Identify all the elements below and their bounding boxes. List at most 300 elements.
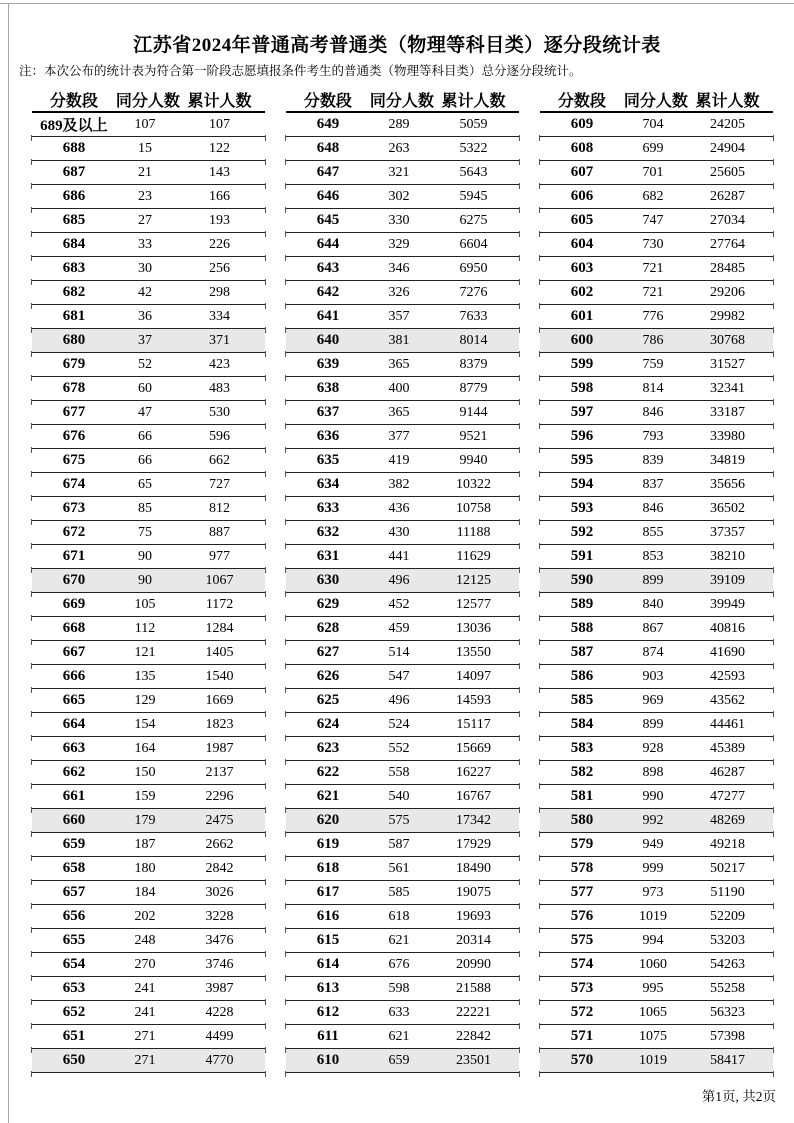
score-segment-cell: 624 — [316, 716, 340, 732]
cumulative-count-cell: 9940 — [459, 452, 488, 468]
same-score-count-cell: 330 — [388, 212, 410, 228]
same-score-count-cell: 839 — [642, 452, 664, 468]
score-segment-cell: 646 — [316, 188, 340, 204]
same-score-count-cell: 1060 — [639, 956, 667, 972]
cumulative-count-cell: 21588 — [456, 980, 492, 996]
score-segment-cell: 651 — [62, 1028, 86, 1044]
score-segment-cell: 611 — [317, 1028, 339, 1044]
table-row — [32, 905, 265, 929]
cumulative-count-cell: 226 — [209, 236, 231, 252]
score-table-left — [32, 87, 265, 1073]
cumulative-count-cell: 51190 — [710, 884, 745, 900]
table-row — [540, 1049, 773, 1073]
same-score-count-cell: 547 — [388, 668, 410, 684]
cumulative-count-cell: 14593 — [456, 692, 492, 708]
header-score-segment: 分数段 — [557, 92, 606, 110]
score-segment-cell: 669 — [62, 596, 86, 612]
cumulative-count-cell: 31527 — [710, 356, 746, 372]
cumulative-count-cell: 17342 — [456, 812, 492, 828]
cumulative-count-cell: 2137 — [205, 764, 234, 780]
table-row — [540, 641, 773, 665]
score-segment-cell: 600 — [570, 332, 594, 348]
cumulative-count-cell: 12125 — [456, 572, 492, 588]
table-row — [540, 809, 773, 833]
cumulative-count-cell: 107 — [209, 116, 231, 132]
same-score-count-cell: 598 — [388, 980, 410, 996]
cumulative-count-cell: 40816 — [710, 620, 746, 636]
cumulative-count-cell: 13036 — [456, 620, 492, 636]
score-segment-cell: 593 — [570, 500, 594, 516]
same-score-count-cell: 90 — [138, 572, 152, 588]
table-row — [540, 569, 773, 593]
score-segment-cell: 607 — [570, 164, 594, 180]
table-row — [286, 785, 519, 809]
table-row — [286, 905, 519, 929]
same-score-count-cell: 47 — [138, 404, 152, 420]
score-segment-cell: 631 — [316, 548, 340, 564]
score-segment-cell: 571 — [570, 1028, 594, 1044]
same-score-count-cell: 676 — [388, 956, 410, 972]
same-score-count-cell: 159 — [134, 788, 156, 804]
score-segment-cell: 659 — [62, 836, 86, 852]
table-row — [32, 929, 265, 953]
cumulative-count-cell: 12577 — [456, 596, 492, 612]
cumulative-count-cell: 423 — [209, 356, 231, 372]
score-segment-cell: 632 — [316, 524, 340, 540]
cumulative-count-cell: 53203 — [710, 932, 746, 948]
same-score-count-cell: 436 — [388, 500, 410, 516]
score-segment-cell: 633 — [316, 500, 340, 516]
score-segment-cell: 677 — [62, 404, 86, 420]
cumulative-count-cell: 483 — [209, 380, 231, 396]
score-segment-cell: 606 — [570, 188, 594, 204]
table-row — [286, 857, 519, 881]
score-segment-cell: 623 — [316, 740, 340, 756]
table-row — [540, 401, 773, 425]
score-segment-cell: 587 — [570, 644, 594, 660]
score-segment-cell: 580 — [570, 812, 594, 828]
score-segment-cell: 689及以上 — [40, 118, 108, 134]
same-score-count-cell: 85 — [138, 500, 152, 516]
table-row — [32, 257, 265, 281]
score-segment-cell: 573 — [570, 980, 594, 996]
same-score-count-cell: 874 — [642, 644, 664, 660]
table-row — [286, 737, 519, 761]
score-table-middle — [286, 87, 519, 1073]
table-row — [32, 977, 265, 1001]
score-segment-cell: 601 — [570, 308, 594, 324]
score-segment-cell: 581 — [570, 788, 594, 804]
score-segment-cell: 639 — [316, 356, 340, 372]
table-row — [540, 929, 773, 953]
table-row — [540, 857, 773, 881]
table-row — [286, 833, 519, 857]
same-score-count-cell: 248 — [134, 932, 156, 948]
cumulative-count-cell: 9144 — [459, 404, 488, 420]
score-segment-cell: 660 — [62, 812, 86, 828]
same-score-count-cell: 365 — [388, 356, 410, 372]
score-segment-cell: 684 — [62, 236, 86, 252]
table-header — [286, 87, 519, 113]
table-row — [286, 185, 519, 209]
same-score-count-cell: 840 — [642, 596, 664, 612]
cumulative-count-cell: 4499 — [205, 1028, 234, 1044]
cumulative-count-cell: 49218 — [710, 836, 746, 852]
score-segment-cell: 596 — [570, 428, 594, 444]
same-score-count-cell: 135 — [134, 668, 156, 684]
same-score-count-cell: 66 — [138, 428, 152, 444]
score-segment-cell: 657 — [62, 884, 86, 900]
table-row — [540, 473, 773, 497]
score-segment-cell: 628 — [316, 620, 340, 636]
same-score-count-cell: 898 — [642, 764, 664, 780]
score-segment-cell: 622 — [316, 764, 340, 780]
cumulative-count-cell: 57398 — [710, 1028, 746, 1044]
score-segment-cell: 612 — [316, 1004, 340, 1020]
same-score-count-cell: 969 — [642, 692, 664, 708]
same-score-count-cell: 150 — [134, 764, 156, 780]
cumulative-count-cell: 28485 — [710, 260, 746, 276]
score-segment-cell: 666 — [62, 668, 86, 684]
table-row — [540, 209, 773, 233]
score-segment-cell: 636 — [316, 428, 340, 444]
table-row — [540, 785, 773, 809]
cumulative-count-cell: 977 — [209, 548, 231, 564]
table-row — [540, 281, 773, 305]
table-row — [540, 449, 773, 473]
table-row — [32, 209, 265, 233]
same-score-count-cell: 419 — [388, 452, 410, 468]
cumulative-count-cell: 2842 — [205, 860, 234, 876]
cumulative-count-cell: 1405 — [205, 644, 234, 660]
table-row — [286, 281, 519, 305]
cumulative-count-cell: 45389 — [710, 740, 746, 756]
score-segment-cell: 650 — [62, 1052, 86, 1068]
cumulative-count-cell: 193 — [209, 212, 231, 228]
score-segment-cell: 638 — [316, 380, 340, 396]
table-row — [540, 905, 773, 929]
score-segment-cell: 655 — [62, 932, 86, 948]
score-segment-cell: 671 — [62, 548, 86, 564]
score-segment-cell: 644 — [316, 236, 340, 252]
table-row — [286, 689, 519, 713]
table-row — [32, 569, 265, 593]
table-row — [540, 737, 773, 761]
header-cumulative-count: 累计人数 — [441, 92, 506, 110]
same-score-count-cell: 271 — [134, 1052, 156, 1068]
cumulative-count-cell: 18490 — [456, 860, 492, 876]
cumulative-count-cell: 39109 — [710, 572, 746, 588]
table-row — [286, 761, 519, 785]
same-score-count-cell: 903 — [642, 668, 664, 684]
page-title: 江苏省2024年普通高考普通类（物理等科目类）逐分段统计表 — [133, 35, 661, 56]
score-table-right — [540, 87, 773, 1073]
score-segment-cell: 603 — [570, 260, 594, 276]
table-row — [32, 1001, 265, 1025]
same-score-count-cell: 496 — [388, 572, 410, 588]
table-row — [540, 833, 773, 857]
same-score-count-cell: 329 — [388, 236, 410, 252]
same-score-count-cell: 263 — [388, 140, 410, 156]
cumulative-count-cell: 5059 — [459, 116, 488, 132]
same-score-count-cell: 27 — [138, 212, 152, 228]
same-score-count-cell: 759 — [642, 356, 664, 372]
cumulative-count-cell: 5945 — [459, 188, 488, 204]
same-score-count-cell: 180 — [134, 860, 156, 876]
table-row — [286, 353, 519, 377]
score-segment-cell: 576 — [570, 908, 594, 924]
cumulative-count-cell: 1823 — [205, 716, 234, 732]
score-segment-cell: 670 — [62, 572, 86, 588]
table-row — [32, 809, 265, 833]
same-score-count-cell: 949 — [642, 836, 664, 852]
same-score-count-cell: 992 — [642, 812, 664, 828]
same-score-count-cell: 42 — [138, 284, 152, 300]
table-row — [540, 1001, 773, 1025]
cumulative-count-cell: 26287 — [710, 188, 746, 204]
score-segment-cell: 652 — [62, 1004, 86, 1020]
same-score-count-cell: 381 — [388, 332, 410, 348]
cumulative-count-cell: 8014 — [459, 332, 488, 348]
score-segment-cell: 605 — [570, 212, 594, 228]
table-row — [32, 425, 265, 449]
header-same-score-count: 同分人数 — [369, 92, 434, 110]
cumulative-count-cell: 32341 — [710, 380, 746, 396]
same-score-count-cell: 837 — [642, 476, 664, 492]
same-score-count-cell: 699 — [642, 140, 664, 156]
score-segment-cell: 584 — [570, 716, 594, 732]
score-segment-cell: 658 — [62, 860, 86, 876]
same-score-count-cell: 704 — [642, 116, 664, 132]
score-segment-cell: 614 — [316, 956, 340, 972]
same-score-count-cell: 441 — [388, 548, 410, 564]
score-segment-cell: 663 — [62, 740, 86, 756]
cumulative-count-cell: 6604 — [459, 236, 488, 252]
same-score-count-cell: 855 — [642, 524, 664, 540]
same-score-count-cell: 184 — [134, 884, 156, 900]
cumulative-count-cell: 29206 — [710, 284, 746, 300]
header-cumulative-count: 累计人数 — [187, 92, 252, 110]
cumulative-count-cell: 166 — [209, 188, 231, 204]
cumulative-count-cell: 30768 — [710, 332, 746, 348]
cumulative-count-cell: 47277 — [710, 788, 746, 804]
score-segment-cell: 634 — [316, 476, 340, 492]
cumulative-count-cell: 10322 — [456, 476, 492, 492]
same-score-count-cell: 112 — [134, 620, 156, 636]
score-segment-cell: 629 — [316, 596, 340, 612]
score-segment-cell: 640 — [316, 332, 340, 348]
score-segment-cell: 673 — [62, 500, 86, 516]
table-row — [286, 881, 519, 905]
same-score-count-cell: 776 — [642, 308, 664, 324]
cumulative-count-cell: 17929 — [456, 836, 492, 852]
same-score-count-cell: 575 — [388, 812, 410, 828]
table-row — [540, 497, 773, 521]
cumulative-count-cell: 58417 — [710, 1052, 746, 1068]
same-score-count-cell: 377 — [388, 428, 410, 444]
cumulative-count-cell: 7633 — [459, 308, 488, 324]
same-score-count-cell: 928 — [642, 740, 664, 756]
same-score-count-cell: 552 — [388, 740, 410, 756]
score-segment-cell: 688 — [62, 140, 86, 156]
cumulative-count-cell: 43562 — [710, 692, 746, 708]
table-row — [286, 953, 519, 977]
tables-container — [32, 87, 773, 1073]
score-segment-cell: 656 — [62, 908, 86, 924]
cumulative-count-cell: 530 — [209, 404, 231, 420]
table-row — [286, 665, 519, 689]
score-segment-cell: 662 — [62, 764, 86, 780]
same-score-count-cell: 202 — [134, 908, 156, 924]
cumulative-count-cell: 25605 — [710, 164, 746, 180]
score-segment-cell: 668 — [62, 620, 86, 636]
table-row — [540, 305, 773, 329]
table-row — [32, 1025, 265, 1049]
table-row — [540, 545, 773, 569]
table-header — [540, 87, 773, 113]
table-row — [286, 569, 519, 593]
table-row — [286, 305, 519, 329]
cumulative-count-cell: 46287 — [710, 764, 746, 780]
table-row — [286, 377, 519, 401]
table-row — [32, 881, 265, 905]
table-row — [540, 881, 773, 905]
table-row — [540, 113, 773, 137]
same-score-count-cell: 241 — [134, 1004, 156, 1020]
same-score-count-cell: 846 — [642, 500, 664, 516]
table-row — [32, 449, 265, 473]
score-segment-cell: 667 — [62, 644, 86, 660]
same-score-count-cell: 154 — [134, 716, 156, 732]
score-segment-cell: 579 — [570, 836, 594, 852]
table-row — [286, 713, 519, 737]
cumulative-count-cell: 19075 — [456, 884, 492, 900]
table-row — [32, 281, 265, 305]
cumulative-count-cell: 1669 — [205, 692, 234, 708]
same-score-count-cell: 30 — [138, 260, 152, 276]
cumulative-count-cell: 15669 — [456, 740, 492, 756]
cumulative-count-cell: 122 — [209, 140, 231, 156]
cumulative-count-cell: 3228 — [205, 908, 234, 924]
header-same-score-count: 同分人数 — [115, 92, 180, 110]
table-row — [286, 473, 519, 497]
score-segment-cell: 591 — [570, 548, 594, 564]
score-segment-cell: 583 — [570, 740, 594, 756]
same-score-count-cell: 814 — [642, 380, 664, 396]
table-row — [32, 617, 265, 641]
same-score-count-cell: 271 — [134, 1028, 156, 1044]
table-row — [540, 665, 773, 689]
table-row — [32, 641, 265, 665]
same-score-count-cell: 561 — [388, 860, 410, 876]
table-row — [286, 545, 519, 569]
table-row — [32, 593, 265, 617]
score-segment-cell: 635 — [316, 452, 340, 468]
score-segment-cell: 602 — [570, 284, 594, 300]
cumulative-count-cell: 3476 — [205, 932, 234, 948]
score-segment-cell: 627 — [316, 644, 340, 660]
table-row — [32, 233, 265, 257]
score-segment-cell: 685 — [62, 212, 86, 228]
score-segment-cell: 621 — [316, 788, 340, 804]
table-row — [32, 833, 265, 857]
table-row — [540, 617, 773, 641]
cumulative-count-cell: 8779 — [459, 380, 488, 396]
table-row — [540, 185, 773, 209]
cumulative-count-cell: 33980 — [710, 428, 746, 444]
same-score-count-cell: 618 — [388, 908, 410, 924]
score-segment-cell: 615 — [316, 932, 340, 948]
cumulative-count-cell: 44461 — [710, 716, 746, 732]
cumulative-count-cell: 8379 — [459, 356, 488, 372]
cumulative-count-cell: 39949 — [710, 596, 746, 612]
same-score-count-cell: 999 — [642, 860, 664, 876]
cumulative-count-cell: 35656 — [710, 476, 746, 492]
cumulative-count-cell: 371 — [209, 332, 231, 348]
same-score-count-cell: 621 — [388, 932, 410, 948]
cumulative-count-cell: 2662 — [205, 836, 234, 852]
same-score-count-cell: 270 — [134, 956, 156, 972]
same-score-count-cell: 382 — [388, 476, 410, 492]
table-row — [32, 665, 265, 689]
table-row — [286, 1049, 519, 1073]
table-row — [540, 1025, 773, 1049]
same-score-count-cell: 430 — [388, 524, 410, 540]
cumulative-count-cell: 36502 — [710, 500, 746, 516]
score-segment-cell: 608 — [570, 140, 594, 156]
table-row — [540, 353, 773, 377]
cumulative-count-cell: 1172 — [205, 596, 234, 612]
same-score-count-cell: 60 — [138, 380, 152, 396]
cumulative-count-cell: 887 — [209, 524, 231, 540]
cumulative-count-cell: 27034 — [710, 212, 746, 228]
score-segment-cell: 586 — [570, 668, 594, 684]
score-segment-cell: 609 — [570, 116, 594, 132]
table-row — [32, 521, 265, 545]
same-score-count-cell: 1065 — [639, 1004, 667, 1020]
cumulative-count-cell: 11629 — [456, 548, 491, 564]
score-segment-cell: 626 — [316, 668, 340, 684]
note-text: 注：本次公布的统计表为符合第一阶段志愿填报条件考生的普通类（物理等科目类）总分逐分段统计。 — [19, 64, 582, 78]
score-segment-cell: 620 — [316, 812, 340, 828]
table-row — [540, 521, 773, 545]
table-row — [540, 377, 773, 401]
table-row — [286, 209, 519, 233]
cumulative-count-cell: 24205 — [710, 116, 746, 132]
same-score-count-cell: 1019 — [639, 1052, 667, 1068]
cumulative-count-cell: 37357 — [710, 524, 746, 540]
same-score-count-cell: 899 — [642, 716, 664, 732]
same-score-count-cell: 65 — [138, 476, 152, 492]
same-score-count-cell: 867 — [642, 620, 664, 636]
table-row — [32, 497, 265, 521]
table-row — [540, 257, 773, 281]
cumulative-count-cell: 54263 — [710, 956, 746, 972]
cumulative-count-cell: 1284 — [205, 620, 234, 636]
cumulative-count-cell: 143 — [209, 164, 231, 180]
score-segment-cell: 645 — [316, 212, 340, 228]
same-score-count-cell: 289 — [388, 116, 410, 132]
table-row — [286, 449, 519, 473]
score-segment-cell: 674 — [62, 476, 86, 492]
cumulative-count-cell: 1540 — [205, 668, 234, 684]
same-score-count-cell: 747 — [642, 212, 664, 228]
same-score-count-cell: 659 — [388, 1052, 410, 1068]
cumulative-count-cell: 16227 — [456, 764, 492, 780]
same-score-count-cell: 514 — [388, 644, 410, 660]
table-row — [286, 425, 519, 449]
cumulative-count-cell: 334 — [209, 308, 231, 324]
